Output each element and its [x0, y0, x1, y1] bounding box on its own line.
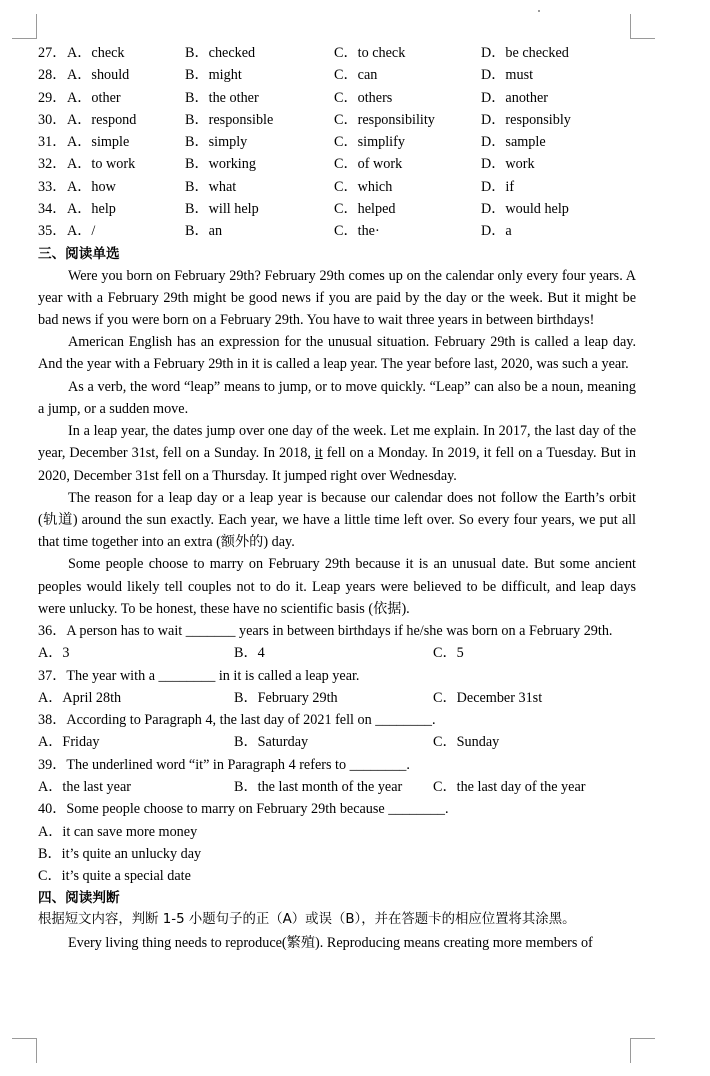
passage-paragraph-3: As a verb, the word “leap” means to jump, or to move quickly. “Leap” can also be a noun, meaning a jump, or a sudden move. — [38, 378, 636, 417]
option-d: D．sample — [481, 134, 546, 151]
option-b: B．Saturday — [234, 734, 309, 751]
crop-mark-bottom-right — [630, 1038, 655, 1063]
option-a: A．how — [67, 178, 116, 195]
option-b: B．the last month of the year — [234, 779, 403, 795]
option-d: D．another — [481, 89, 548, 106]
option-a: A．Friday — [38, 734, 100, 751]
option-row-28 — [38, 64, 636, 86]
option-a: A．check — [67, 45, 125, 61]
document-content — [38, 42, 636, 954]
question-40-option-c: C．it’s quite a special date — [38, 868, 191, 885]
option-c: C．Sunday — [433, 734, 500, 751]
option-c: C．the last day of the year — [433, 779, 586, 795]
question-number: 31． — [38, 134, 67, 151]
option-d: D．be checked — [481, 45, 569, 61]
option-c: C．responsibility — [334, 111, 435, 128]
crop-mark-top-right — [630, 14, 655, 39]
option-b: B．an — [185, 223, 223, 240]
option-row-33 — [38, 176, 636, 198]
question-40-stem: 40．Some people choose to marry on February 29th because ________. — [38, 801, 449, 818]
option-c: C．simplify — [334, 134, 405, 151]
question-39-options — [38, 776, 636, 798]
question-38-options — [38, 731, 636, 753]
question-37-options — [38, 687, 636, 709]
option-row-35 — [38, 220, 636, 242]
option-b: B．the other — [185, 89, 259, 106]
option-c: C．others — [334, 89, 393, 106]
question-38-stem: 38．According to Paragraph 4, the last day of 2021 fell on ________. — [38, 712, 436, 729]
question-number: 27． — [38, 45, 67, 61]
option-d: D．work — [481, 156, 535, 173]
option-a: A．simple — [67, 134, 130, 151]
question-36-stem: 36．A person has to wait _______ years in between birthdays if he/she was born on a February 29th. — [38, 622, 613, 639]
passage-paragraph-1: Were you born on February 29th? February 29th comes up on the calendar only every four years. A year with a February 29th might be good news if you are paid by the day or the week. But it might be bad news if you were born on a February 29th. You have to wait three years in between birthdays! — [38, 267, 636, 329]
option-b: B．simply — [185, 134, 248, 151]
passage-2-paragraph-1: Every living thing needs to reproduce(繁殖). Reproducing means creating more members of — [68, 934, 593, 951]
question-number: 34． — [38, 201, 67, 218]
option-row-29 — [38, 87, 636, 109]
option-d: D．would help — [481, 201, 569, 218]
option-c: C．the· — [334, 223, 380, 240]
passage-paragraph-6: Some people choose to marry on February 29th because it is an unusual date. But some ancient peoples would likely tell couples not to do it. Leap years were believed to be difficult, and leap days were unlucky. To be honest, these have no scientific basis (依据). — [38, 556, 636, 617]
question-number: 29． — [38, 89, 67, 106]
crop-mark-bottom-left — [12, 1038, 37, 1063]
crop-mark-top-left — [12, 14, 37, 39]
question-36-options — [38, 642, 636, 664]
option-d: D．responsibly — [481, 111, 571, 128]
paragraph-4-text-end: fell on a Monday. In 2019, it fell on a Tuesday. But in 2020, December 31st fell on a Thursday. It jumped right over Wednesday. — [38, 445, 636, 484]
option-b: B．working — [185, 156, 256, 173]
option-c: C．can — [334, 67, 378, 84]
section-heading-reading-choice: 三、阅读单选 — [38, 245, 120, 262]
option-b: B．will help — [185, 201, 259, 218]
question-number: 30． — [38, 111, 67, 128]
section-heading-reading-judgement: 四、阅读判断 — [38, 890, 120, 907]
option-d: D．if — [481, 178, 515, 195]
option-c: C．which — [334, 178, 393, 195]
question-number: 33． — [38, 178, 67, 195]
option-c: C．December 31st — [433, 689, 543, 706]
option-a: A．respond — [67, 111, 137, 128]
question-number: 35． — [38, 223, 67, 240]
question-40-option-b: B．it’s quite an unlucky day — [38, 845, 202, 862]
option-a: A．help — [67, 201, 116, 218]
option-a: A．should — [67, 67, 130, 84]
page-dot — [538, 10, 540, 12]
option-row-30 — [38, 109, 636, 131]
question-number: 32． — [38, 156, 67, 173]
passage-paragraph-4 — [38, 420, 636, 487]
option-c: C．of work — [334, 156, 403, 173]
option-b: B．checked — [185, 45, 256, 61]
underlined-word-it: it — [314, 445, 323, 462]
option-a: A．April 28th — [38, 689, 122, 706]
option-b: B．might — [185, 67, 242, 84]
option-a: A．3 — [38, 645, 70, 662]
option-c: C．helped — [334, 201, 396, 218]
option-b: B．responsible — [185, 111, 274, 128]
option-row-32 — [38, 153, 636, 175]
option-d: D．a — [481, 223, 512, 240]
options-table — [38, 42, 636, 243]
passage-paragraph-5: The reason for a leap day or a leap year is because our calendar does not follow the Earth’s orbit (轨道) around the sun exactly. Each year, we have a little time left over. So every four years, we put all that time together into an extra (额外的) day. — [38, 489, 636, 551]
passage-paragraph-2: American English has an expression for the unusual situation. February 29th is called a leap day. And the year with a February 29th in it is called a leap year. The year before last, 2020, was such a year. — [38, 334, 636, 373]
option-row-27 — [38, 42, 636, 64]
option-c: C．to check — [334, 45, 406, 61]
option-c: C．5 — [433, 645, 464, 662]
question-40-option-a: A．it can save more money — [38, 823, 198, 840]
option-a: A．other — [67, 89, 121, 106]
question-37-stem: 37．The year with a ________ in it is called a leap year. — [38, 667, 360, 684]
option-a: A．the last year — [38, 779, 131, 795]
option-b: B．what — [185, 178, 237, 195]
option-a: A．to work — [67, 156, 136, 173]
section-instruction: 根据短文内容，判断 1-5 小题句子的正（A）或误（B），并在答题卡的相应位置将其涂黑。 — [38, 912, 576, 928]
option-d: D．must — [481, 67, 534, 84]
option-row-31 — [38, 131, 636, 153]
option-a: A．/ — [67, 223, 96, 240]
question-number: 28． — [38, 67, 67, 84]
option-b: B．February 29th — [234, 689, 338, 706]
option-row-34 — [38, 198, 636, 220]
option-b: B．4 — [234, 645, 265, 662]
question-39-stem: 39．The underlined word “it” in Paragraph 4 refers to ________. — [38, 756, 410, 773]
paragraph-4-text-start: In a leap year, the dates jump over one day of the week. Let me explain. In 2017, the last day of the year, December 31st, fell on a Sunday. In 2018, — [38, 423, 636, 462]
